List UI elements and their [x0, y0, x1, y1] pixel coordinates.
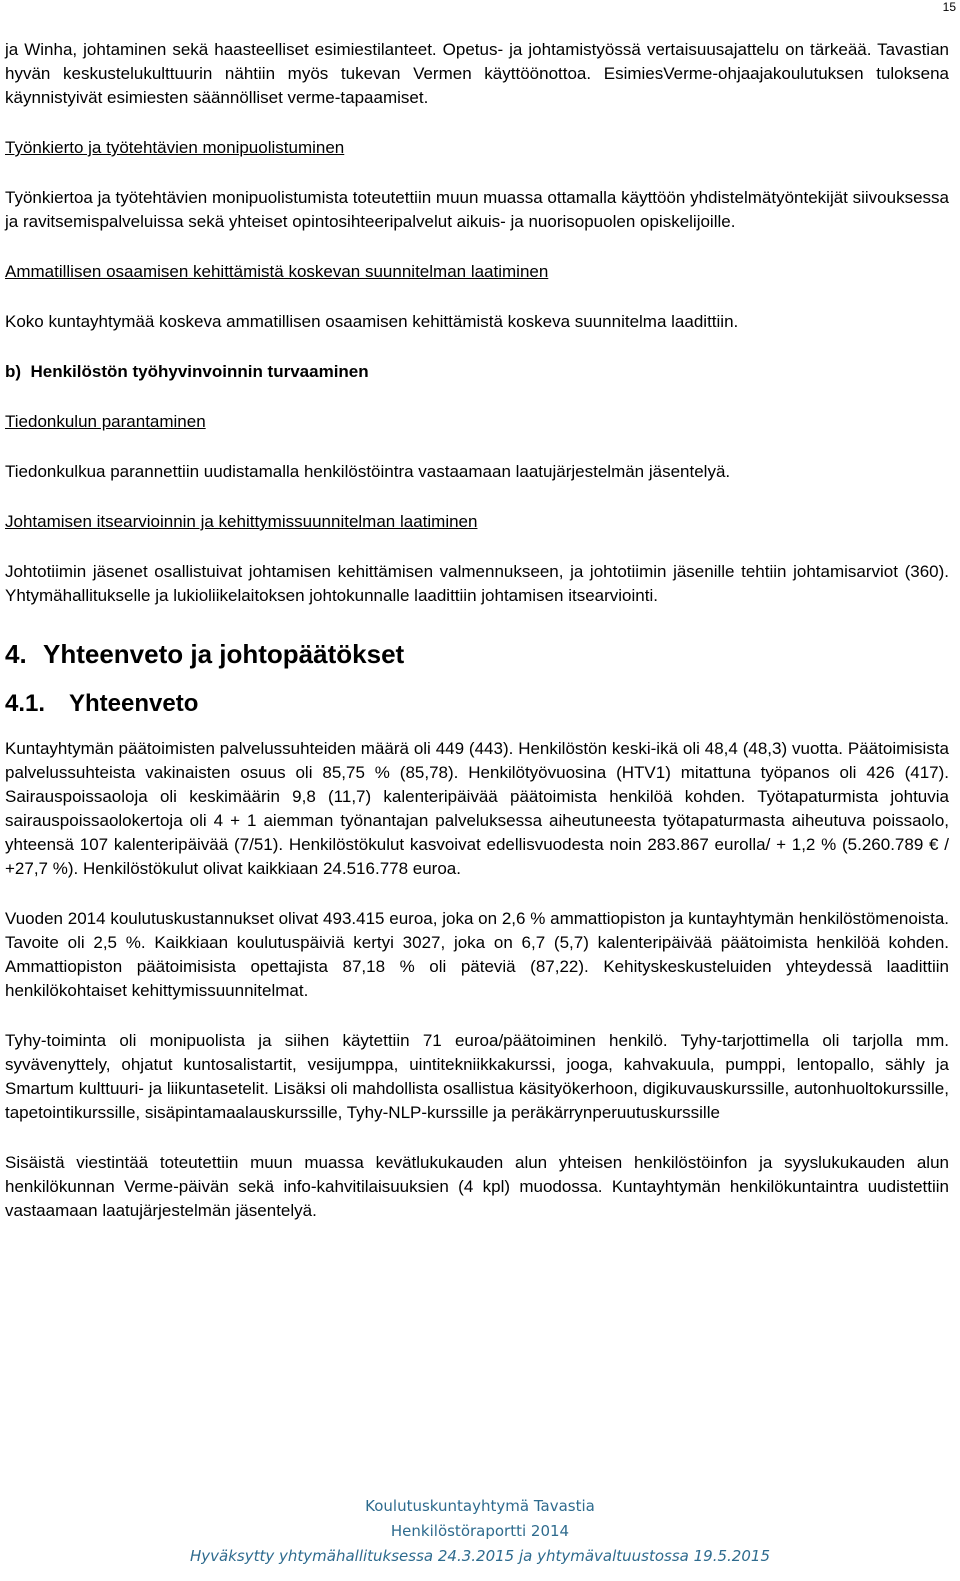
- heading-johtamisen-itsearviointi: Johtamisen itsearvioinnin ja kehittymissuunnitelman laatiminen: [5, 512, 478, 531]
- page-number: 15: [942, 0, 956, 14]
- footer-organization: Koulutuskuntayhtymä Tavastia: [365, 1497, 595, 1515]
- paragraph-intro: ja Winha, johtaminen sekä haasteelliset esimiestilanteet. Opetus- ja johtamistyössä vertaisuusajattelu on tärkeää. Tavastian hyvän keskustelukulttuurin nähtiin myös tukevan Vermen käyttöönottoa. EsimiesVerme-ohjaajakoulutuksen tuloksena käynnistyivät esimiesten säännölliset verme-tapaamiset.: [5, 40, 949, 107]
- section-heading-4-1: [5, 689, 949, 719]
- page-footer: [0, 1494, 960, 1569]
- subsection-number: 4.1.: [5, 690, 46, 717]
- paragraph-tyhy: Tyhy-toiminta oli monipuolista ja siihen käytettiin 71 euroa/päätoiminen henkilö. Tyhy-tarjottimella oli tarjolla mm. syvävenyttely, ohjatut kuntosalistartit, vesijumppa, uintitekniikkakurssi, jooga, kahvakuula, pumppi, lentopallo, sähly ja Smartum kulttuuri- ja liikuntasetelit. Lisäksi oli mahdollista osallistua käsityökerhoon, digikuvauskurssille, autonhuoltokurssille, tapetointikurssille, sisäpintamaalauskurssille, Tyhy-NLP-kurssille ja peräkärrynperuutuskurssille: [5, 1031, 949, 1122]
- paragraph-tiedonkulku: Tiedonkulkua parannettiin uudistamalla henkilöstöintra vastaamaan laatujärjestelmän jäsentelyä.: [5, 462, 731, 481]
- page-content: [5, 38, 949, 1223]
- subsection-title: Yhteenveto: [69, 690, 199, 717]
- section-number: 4.: [5, 639, 27, 669]
- paragraph-viestinta: Sisäistä viestintää toteutettiin muun muassa kevätlukukauden alun yhteisen henkilöstöinfon ja syyslukukauden alun henkilökunnan Verme-päivän sekä info-kahvitilaisuuksien (4 kpl) muodossa. Kuntayhtymän henkilökuntaintra uudistettiin vastaamaan laatujärjestelmän jäsentelyä.: [5, 1153, 949, 1220]
- paragraph-tyonkierto: Työnkiertoa ja työtehtävien monipuolistumista toteutettiin muun muassa ottamalla käyttöön yhdistelmätyöntekijät siivouksessa ja ravitsemispalveluissa sekä yhteiset opintosihteeripalvelut aikuis- ja nuorisopuolen opiskelijoille.: [5, 188, 949, 231]
- paragraph-henkilosto-luvut: Kuntayhtymän päätoimisten palvelussuhteiden määrä oli 449 (443). Henkilöstön keski-ikä oli 48,4 (48,3) vuotta. Päätoimisista palvelussuhteista vakinaisten osuus oli 85,75 % (85,78). Henkilötyövuosina (HTV1) mitattuna työpanos oli 426 (417). Sairauspoissaoloja oli keskimäärin 9,8 (11,7) kalenteripäivää päätoimista henkilöä kohden. Työtapaturmista johtuvia sairauspoissaolokertoja oli 4 + 1 aiemman työnantajan palveluksessa aiheutuneesta työtapaturmasta aiheutuva poissaolo, yhteensä 107 kalenteripäivää (7/51). Henkilöstökulut kasvoivat edellisvuodesta noin 283.867 eurolla/ + 1,2 % (5.260.789 € / +27,7 %). Henkilöstökulut olivat kaikkiaan 24.516.778 euroa.: [5, 739, 949, 878]
- section-title: Yhteenveto ja johtopäätökset: [43, 639, 405, 669]
- heading-tyohyvinvointi: b) Henkilöstön työhyvinvoinnin turvaaminen: [5, 362, 369, 381]
- heading-tyonkierto: Työnkierto ja työtehtävien monipuolistuminen: [5, 138, 345, 157]
- section-heading-4: [5, 638, 949, 670]
- paragraph-johtamisen-itsearviointi: Johtotiimin jäsenet osallistuivat johtamisen kehittämisen valmennukseen, ja johtotiimin jäsenille tehtiin johtamisarviot (360). Yhtymähallitukselle ja lukioliikelaitoksen johtokunnalle laadittiin johtamisen itsearviointi.: [5, 562, 949, 605]
- paragraph-koulutus: Vuoden 2014 koulutuskustannukset olivat 493.415 euroa, joka on 2,6 % ammattiopiston ja kuntayhtymän henkilöstömenoista. Tavoite oli 2,5 %. Kaikkiaan koulutuspäiviä kertyi 3027, joka on 6,7 (5,7) kalenteripäivää päätoimista henkilöä kohden. Ammattiopiston päätoimisista opettajista 87,18 % oli päteviä (87,22). Kehityskeskusteluiden yhteydessä laadittiin henkilökohtaiset kehittymissuunnitelmat.: [5, 909, 949, 1000]
- heading-tiedonkulku: Tiedonkulun parantaminen: [5, 412, 206, 431]
- paragraph-osaamisen-kehittaminen: Koko kuntayhtymää koskeva ammatillisen osaamisen kehittämistä koskeva suunnitelma laadittiin.: [5, 312, 739, 331]
- heading-osaamisen-kehittaminen: Ammatillisen osaamisen kehittämistä koskevan suunnitelman laatiminen: [5, 262, 549, 281]
- footer-report-title: Henkilöstöraportti 2014: [390, 1522, 570, 1540]
- footer-approval-note: Hyväksytty yhtymähallituksessa 24.3.2015 ja yhtymävaltuustossa 19.5.2015: [190, 1547, 770, 1565]
